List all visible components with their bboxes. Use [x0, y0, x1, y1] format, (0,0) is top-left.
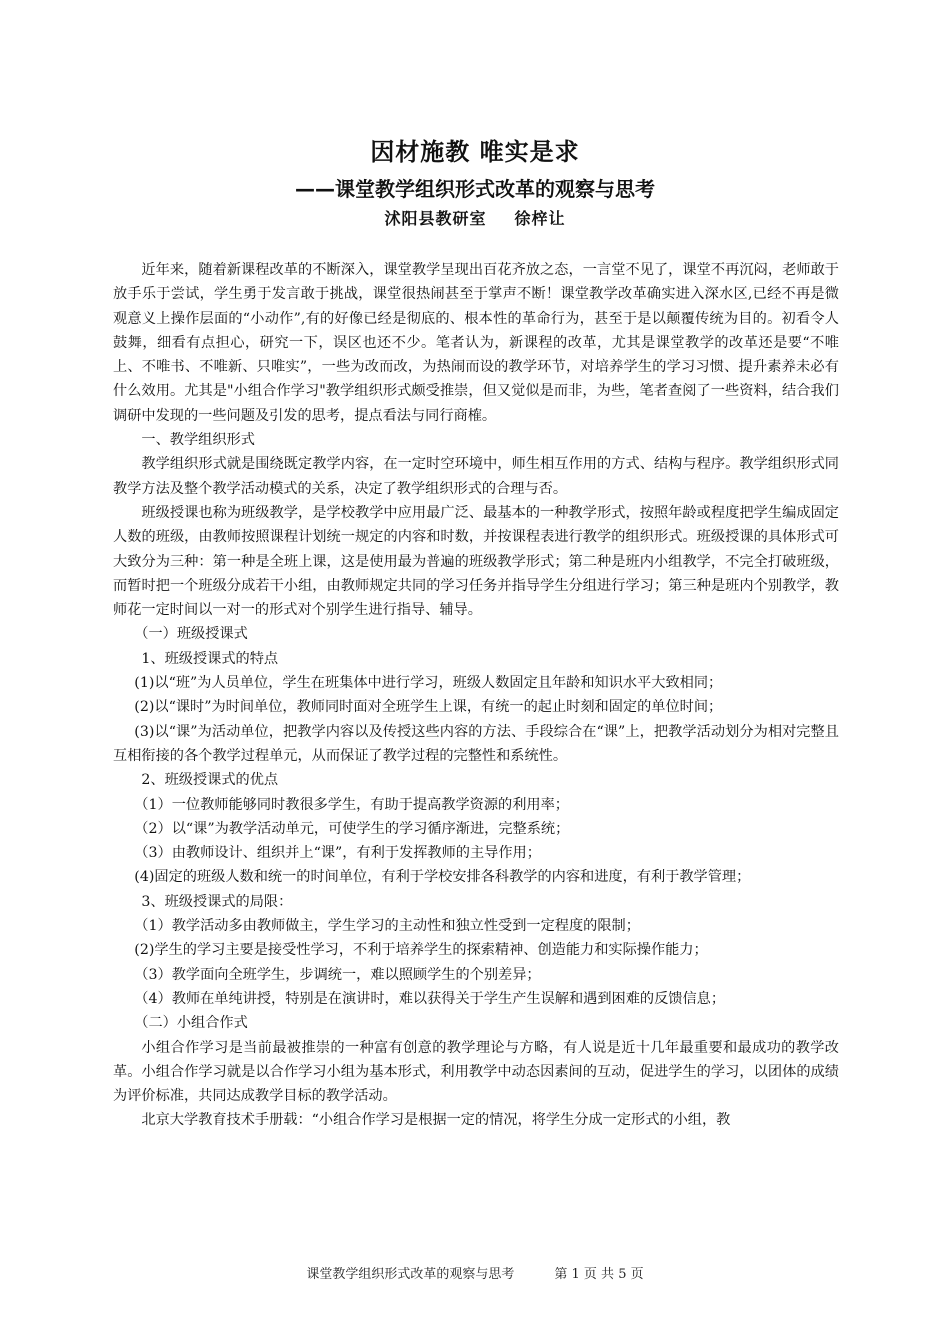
list-heading: 3、班级授课式的局限：	[141, 893, 293, 910]
list-item: （3）由教师设计、组织并上“课”，有利于发挥教师的主导作用；	[134, 845, 541, 862]
intro-paragraph: 近年来，随着新课程改革的不断深入，课堂教学呈现出百花齐放之态，一言堂不见了，课堂不再沉闷，老师敢于放手乐于尝试，学生勇于发言敢于挑战，课堂很热闹甚至于掌声不断！课堂教学改革确实进入深水区,已经不再是微观意义上操作层面的“小动作”,有的好像已经是彻底的、根本性的革命行为，甚至于是以颠覆传统为目的。初看令人鼓舞，细看有点担心，研究一下，误区也还不少。笔者认为，新课程的改革，尤其是课堂教学的改革还是要“不唯上、不唯书、不唯新、只唯实”，一些为改而改，为热闹而设的教学环节，对培养学生的学习习惯、提升素养未必有什么效用。尤其是"小组合作学习"教学组织形式颇受推崇，但又觉似是而非，为些，笔者查阅了一些资料，结合我们调研中发现的一些问题及引发的思考，提点看法与同行商榷。	[113, 262, 839, 424]
footer-page-number: 第 1 页 共 5 页	[554, 1267, 644, 1282]
list-item: (2)以“课时”为时间单位，教师同时面对全班学生上课，有统一的起止时刻和固定的单位时间；	[134, 699, 723, 716]
body-paragraph: 北京大学教育技术手册载：“小组合作学习是根据一定的情况，将学生分成一定形式的小组，教	[141, 1112, 731, 1129]
document-subtitle: ——课堂教学组织形式改革的观察与思考	[295, 177, 655, 201]
document-title: 因材施教 唯实是求	[370, 138, 580, 166]
subsection-heading: （二）小组合作式	[134, 1015, 248, 1032]
body-paragraph: 班级授课也称为班级教学，是学校教学中应用最广泛、最基本的一种教学形式，按照年龄或程度把学生编成固定人数的班级，由教师按照课程计划统一规定的内容和时数，并按课程表进行教学的组织形式。班级授课的具体形式可大致分为三种：第一种是全班上课，这是使用最为普遍的班级教学形式；第二种是班内小组教学，不完全打破班级，而暂时把一个班级分成若干小组，由教师规定共同的学习任务并指导学生分组进行学习；第三种是班内个别教学，教师花一定时间以一对一的形式对个别学生进行指导、辅导。	[113, 504, 839, 619]
list-item: （1）教学活动多由教师做主，学生学习的主动性和独立性受到一定程度的限制；	[134, 918, 640, 935]
list-item: (3)以“课”为活动单位，把教学内容以及传授这些内容的方法、手段综合在“课”上，把教学活动划分为相对完整且互相衔接的各个教学过程单元，从而保证了教学过程的完整性和系统性。	[113, 723, 839, 764]
list-item: (1)以“班”为人员单位，学生在班集体中进行学习，班级人数固定且年龄和知识水平大致相同；	[134, 675, 723, 692]
subsection-heading: （一）班级授课式	[134, 626, 248, 643]
list-item: （4）教师在单纯讲授，特别是在演讲时，难以获得关于学生产生误解和遇到困难的反馈信息；	[134, 990, 726, 1007]
section-heading-1: 一、教学组织形式	[141, 432, 255, 449]
footer-document-name: 课堂教学组织形式改革的观察与思考	[306, 1267, 515, 1282]
author-name: 徐梓让	[514, 209, 566, 228]
list-heading: 1、班级授课式的特点	[141, 650, 279, 667]
list-item: （1）一位教师能够同时教很多学生，有助于提高教学资源的利用率；	[134, 796, 569, 813]
list-item: (4)固定的班级人数和统一的时间单位，有利于学校安排各科教学的内容和进度，有利于教学管理；	[134, 869, 751, 886]
page-footer	[0, 1263, 950, 1282]
list-item: (2)学生的学习主要是接受性学习，不利于培养学生的探索精神、创造能力和实际操作能力；	[134, 942, 708, 959]
body-paragraph: 教学组织形式就是围绕既定教学内容，在一定时空环境中，师生相互作用的方式、结构与程序。教学组织形式同教学方法及整个教学活动模式的关系，决定了教学组织形式的合理与否。	[113, 456, 839, 497]
body-paragraph: 小组合作学习是当前最被推崇的一种富有创意的教学理论与方略，有人说是近十几年最重要和最成功的教学改革。小组合作学习就是以合作学习小组为基本形式，利用教学中动态因素间的互动，促进学生的学习，以团体的成绩为评价标准，共同达成教学目标的教学活动。	[113, 1039, 839, 1105]
list-heading: 2、班级授课式的优点	[141, 772, 279, 789]
author-line	[0, 206, 950, 229]
list-item: （3）教学面向全班学生，步调统一，难以照顾学生的个别差异；	[134, 966, 541, 983]
author-organization: 沭阳县教研室	[384, 209, 487, 228]
list-item: （2）以“课”为教学活动单元，可使学生的学习循序渐进，完整系统；	[134, 820, 570, 837]
document-body	[113, 258, 839, 1133]
